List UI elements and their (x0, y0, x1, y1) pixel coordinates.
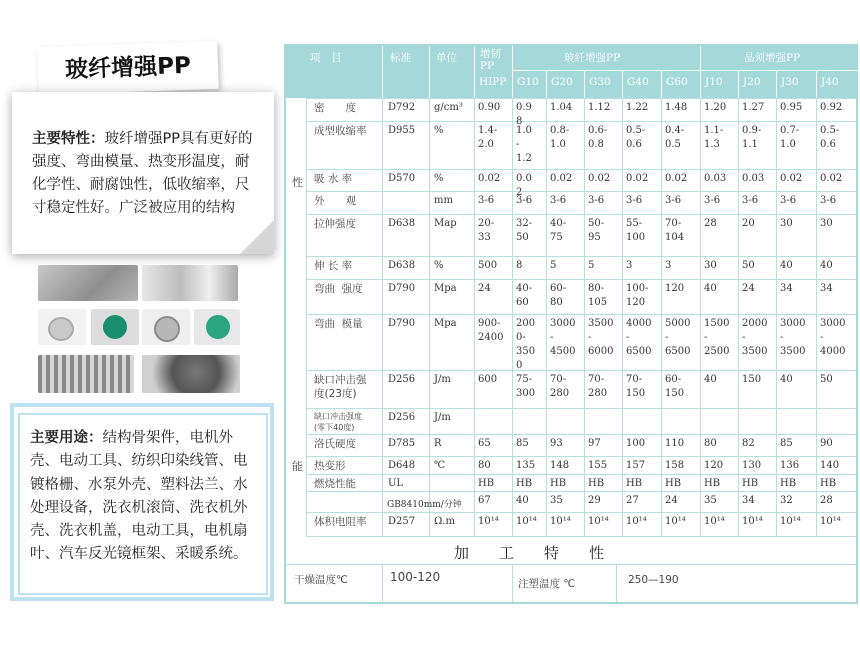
cell-8-2: 70- 280 (550, 374, 570, 399)
cell-3-9: 3-6 (820, 195, 837, 206)
cell-6-2: 60- 80 (550, 283, 567, 308)
cell-10-3: 97 (588, 438, 601, 449)
cell-1-9: 0.5- 0.6 (820, 125, 840, 150)
cell-7-3: 3500 - 6000 (588, 318, 614, 357)
cell-11-9: 140 (820, 460, 840, 471)
cell-4-1: 32- 50 (516, 218, 533, 243)
row-unit-14: Ω.m (434, 516, 455, 527)
cell-12-7: HB (742, 478, 759, 489)
cell-1-0: 1.4- 2.0 (478, 125, 498, 150)
cell-10-8: 85 (780, 438, 793, 449)
row-standard-0: D792 (388, 102, 416, 113)
product-photo-7 (38, 355, 134, 393)
grade-header-1: G10 (517, 76, 539, 88)
row-label-10: 洛氏硬度 (314, 438, 356, 450)
cell-7-1: 200 0- 350 0 (516, 318, 536, 371)
cell-5-3: 5 (588, 260, 595, 271)
cell-14-7: 10¹⁴ (742, 516, 763, 527)
cell-4-5: 70- 104 (665, 218, 685, 243)
cell-11-7: 130 (742, 460, 762, 471)
header-unit: 单位 (436, 52, 457, 64)
cell-8-0: 600 (478, 374, 498, 385)
cell-4-3: 50- 95 (588, 218, 605, 243)
cell-2-6: 0.03 (704, 173, 727, 184)
cell-2-3: 0.02 (588, 173, 611, 184)
cell-4-2: 40- 75 (550, 218, 567, 243)
cell-7-9: 3000 - 4000 (820, 318, 846, 357)
cell-5-9: 40 (820, 260, 833, 271)
cell-2-1: 0.0 2 (516, 173, 532, 198)
cell-0-8: 0.95 (780, 102, 803, 113)
processing-section (286, 536, 858, 564)
header-whisker-pp: 晶须增强PP (744, 52, 801, 64)
processing-title: 加 工 特 性 (454, 544, 605, 562)
cell-1-4: 0.5- 0.6 (626, 125, 646, 150)
cell-0-4: 1.22 (626, 102, 649, 113)
cell-13-0: 67 (478, 495, 491, 506)
features-card (12, 92, 274, 254)
cell-3-1: 3-6 (516, 195, 533, 206)
side-label-property-2: 能 (292, 460, 303, 473)
row-standard-9: D256 (388, 412, 416, 423)
inject-temp-label: 注塑温度 ℃ (518, 578, 576, 590)
cell-5-8: 40 (780, 260, 793, 271)
cell-11-3: 155 (588, 460, 608, 471)
cell-5-5: 3 (665, 260, 672, 271)
uses-body: 结构骨架件，电机外壳、电动工具、纺织印染线管、电镀格栅、水泵外壳、塑料法兰、水处理设备，洗衣机滚筒、洗衣机外壳、洗衣机盖，电动工具，电机扇叶、汽车反光镜框架、采暖系统。 (30, 430, 248, 563)
cell-1-7: 0.9- 1.1 (742, 125, 762, 150)
cell-5-4: 3 (626, 260, 633, 271)
cell-12-9: HB (820, 478, 837, 489)
cell-3-5: 3-6 (665, 195, 682, 206)
cell-3-4: 3-6 (626, 195, 643, 206)
cell-6-9: 34 (820, 283, 833, 294)
side-label-property-1: 性 (292, 176, 303, 189)
cell-7-7: 2000 - 3500 (742, 318, 768, 357)
cell-7-6: 1500 - 2500 (704, 318, 730, 357)
grade-header-9: J40 (821, 76, 839, 88)
cell-14-8: 10¹⁴ (780, 516, 801, 527)
row-standard-4: D638 (388, 218, 416, 229)
row-standard-2: D570 (388, 173, 416, 184)
cell-2-7: 0.03 (742, 173, 765, 184)
cell-10-7: 82 (742, 438, 755, 449)
row-unit-0: g/cm³ (434, 102, 463, 113)
cell-14-9: 10¹⁴ (820, 516, 841, 527)
row-unit-11: ℃ (434, 460, 446, 471)
cell-11-8: 136 (780, 460, 800, 471)
row-unit-9: J/m (434, 412, 451, 423)
product-photo-3 (38, 309, 86, 345)
cell-6-1: 40- 60 (516, 283, 533, 308)
row-standard-14: D257 (388, 516, 416, 527)
cell-8-1: 75- 300 (516, 374, 536, 399)
cell-11-6: 120 (704, 460, 724, 471)
cell-14-0: 10¹⁴ (478, 516, 499, 527)
table-header (286, 46, 858, 98)
cell-4-6: 28 (704, 218, 717, 229)
cell-13-2: 35 (550, 495, 563, 506)
cell-5-0: 500 (478, 260, 498, 271)
cell-8-3: 70- 280 (588, 374, 608, 399)
cell-0-1: 0.9 8 (516, 102, 532, 127)
cell-8-5: 60- 150 (665, 374, 685, 399)
cell-13-9: 28 (820, 495, 833, 506)
cell-10-9: 90 (820, 438, 833, 449)
title-card (37, 41, 219, 95)
cell-2-2: 0.02 (550, 173, 573, 184)
cell-6-6: 40 (704, 283, 717, 294)
cell-1-5: 0.4- 0.5 (665, 125, 685, 150)
inject-temp-value: 250—190 (628, 574, 679, 586)
uses-card (10, 403, 274, 601)
product-photo-8 (142, 355, 240, 393)
cell-10-1: 85 (516, 438, 529, 449)
row-label-4: 拉伸强度 (314, 218, 356, 230)
cell-10-6: 80 (704, 438, 717, 449)
uses-heading: 主要用途： (30, 430, 103, 446)
row-unit-2: % (434, 173, 444, 184)
cell-0-2: 1.04 (550, 102, 573, 113)
row-standard-13: GB8410mm/分钟 (387, 500, 462, 510)
cell-8-9: 50 (820, 374, 833, 385)
row-standard-6: D790 (388, 283, 416, 294)
cell-2-8: 0.02 (780, 173, 803, 184)
cell-5-1: 8 (516, 260, 523, 271)
row-label-2: 吸 水 率 (314, 173, 353, 185)
cell-12-8: HB (780, 478, 797, 489)
cell-7-2: 3000 - 4500 (550, 318, 576, 357)
row-label-3: 外 观 (314, 195, 356, 207)
cell-11-2: 148 (550, 460, 570, 471)
cell-4-8: 30 (780, 218, 793, 229)
header-toughened-pp: 增韧 PP (480, 48, 501, 72)
grade-header-2: G20 (551, 76, 573, 88)
row-label-14: 体积电阻率 (314, 516, 367, 528)
row-label-0: 密 度 (314, 102, 356, 114)
cell-1-1: 1.0 - 1.2 (516, 125, 532, 164)
row-standard-5: D638 (388, 260, 416, 271)
cell-0-7: 1.27 (742, 102, 765, 113)
dry-temp-label: 干燥温度℃ (294, 574, 348, 586)
cell-5-6: 30 (704, 260, 717, 271)
cell-4-0: 20- 33 (478, 218, 495, 243)
row-unit-4: Map (434, 218, 457, 229)
cell-3-7: 3-6 (742, 195, 759, 206)
row-label-7: 弯曲 模量 (314, 318, 363, 330)
cell-12-3: HB (588, 478, 605, 489)
cell-10-2: 93 (550, 438, 563, 449)
row-label-1: 成型收缩率 (314, 125, 367, 137)
row-standard-1: D955 (388, 125, 416, 136)
cell-0-6: 1.20 (704, 102, 727, 113)
features-heading: 主要特性： (32, 131, 105, 147)
cell-8-4: 70- 150 (626, 374, 646, 399)
uses-text (30, 427, 256, 567)
cell-14-5: 10¹⁴ (665, 516, 686, 527)
cell-2-5: 0.02 (665, 173, 688, 184)
grade-header-4: G40 (627, 76, 649, 88)
product-photo-5 (142, 309, 190, 345)
cell-6-7: 24 (742, 283, 755, 294)
cell-13-1: 40 (516, 495, 529, 506)
cell-1-3: 0.6- 0.8 (588, 125, 608, 150)
cell-0-5: 1.48 (665, 102, 688, 113)
row-unit-10: R (434, 438, 442, 449)
row-standard-7: D790 (388, 318, 416, 329)
product-photo-4 (91, 309, 139, 345)
features-text (32, 128, 260, 220)
cell-2-0: 0.02 (478, 173, 501, 184)
cell-11-0: 80 (478, 460, 491, 471)
product-photo-2 (142, 265, 238, 301)
row-standard-11: D648 (388, 460, 416, 471)
row-label-12: 燃烧性能 (314, 478, 356, 490)
cell-10-0: 65 (478, 438, 491, 449)
cell-12-5: HB (665, 478, 682, 489)
cell-11-1: 135 (516, 460, 536, 471)
cell-1-2: 0.8- 1.0 (550, 125, 570, 150)
cell-13-8: 32 (780, 495, 793, 506)
cell-6-4: 100- 120 (626, 283, 649, 308)
cell-0-9: 0.92 (820, 102, 843, 113)
cell-11-5: 158 (665, 460, 685, 471)
cell-6-3: 80- 105 (588, 283, 608, 308)
row-unit-5: % (434, 260, 444, 271)
grade-header-0: HIPP (479, 76, 507, 88)
cell-1-8: 0.7- 1.0 (780, 125, 800, 150)
cell-6-0: 24 (478, 283, 491, 294)
cell-3-6: 3-6 (704, 195, 721, 206)
page-title: 玻纤增强PP (64, 52, 192, 84)
cell-6-5: 120 (665, 283, 685, 294)
row-unit-7: Mpa (434, 318, 457, 329)
row-unit-6: Mpa (434, 283, 457, 294)
row-unit-8: J/m (434, 374, 451, 385)
row-standard-12: UL (388, 478, 404, 489)
row-unit-1: % (434, 125, 444, 136)
cell-12-2: HB (550, 478, 567, 489)
cell-6-8: 34 (780, 283, 793, 294)
cell-3-3: 3-6 (588, 195, 605, 206)
row-label-9: 缺口冲击强度 (零下40度) (314, 412, 362, 432)
cell-12-1: HB (516, 478, 533, 489)
cell-14-3: 10¹⁴ (588, 516, 609, 527)
row-unit-3: mm (434, 195, 453, 206)
grade-header-3: G30 (589, 76, 611, 88)
row-label-5: 伸 长 率 (314, 260, 353, 272)
cell-8-6: 40 (704, 374, 717, 385)
cell-7-4: 4000 - 6500 (626, 318, 652, 357)
cell-1-6: 1.1- 1.3 (704, 125, 724, 150)
cell-5-7: 50 (742, 260, 755, 271)
cell-2-9: 0.02 (820, 173, 843, 184)
cell-0-3: 1.12 (588, 102, 611, 113)
cell-12-0: HB (478, 478, 495, 489)
product-photo-6 (194, 309, 240, 345)
header-item: 项 目 (310, 52, 342, 64)
cell-13-5: 24 (665, 495, 678, 506)
cell-12-6: HB (704, 478, 721, 489)
row-label-11: 热变形 (314, 460, 346, 472)
cell-13-3: 29 (588, 495, 601, 506)
row-standard-8: D256 (388, 374, 416, 385)
header-glass-fiber-pp: 玻纤增强PP (564, 52, 621, 64)
row-standard-10: D785 (388, 438, 416, 449)
cell-2-4: 0.02 (626, 173, 649, 184)
cell-8-8: 40 (780, 374, 793, 385)
cell-4-4: 55- 100 (626, 218, 646, 243)
cell-4-9: 30 (820, 218, 833, 229)
grade-header-7: J20 (743, 76, 761, 88)
cell-10-4: 100 (626, 438, 646, 449)
cell-10-5: 110 (665, 438, 685, 449)
grade-header-8: J30 (781, 76, 799, 88)
cell-13-6: 35 (704, 495, 717, 506)
properties-table (284, 44, 858, 604)
cell-4-7: 20 (742, 218, 755, 229)
cell-0-0: 0.90 (478, 102, 501, 113)
cell-8-7: 150 (742, 374, 762, 385)
cell-7-0: 900- 2400 (478, 318, 504, 343)
features-body: 玻纤增强PP具有更好的强度、弯曲模量、热变形温度，耐化学性、耐腐蚀性，低收缩率，尺寸稳定性好。广泛被应用的结构 (32, 131, 253, 216)
cell-7-5: 5000 - 6500 (665, 318, 691, 357)
cell-11-4: 157 (626, 460, 646, 471)
cell-14-6: 10¹⁴ (704, 516, 725, 527)
product-photo-1 (38, 265, 138, 301)
cell-12-4: HB (626, 478, 643, 489)
dry-temp-value: 100-120 (390, 570, 441, 584)
cell-14-1: 10¹⁴ (516, 516, 537, 527)
cell-14-2: 10¹⁴ (550, 516, 571, 527)
cell-3-8: 3-6 (780, 195, 797, 206)
cell-13-4: 27 (626, 495, 639, 506)
row-label-8: 缺口冲击强 度(23度) (314, 374, 367, 400)
cell-5-2: 5 (550, 260, 557, 271)
cell-3-2: 3-6 (550, 195, 567, 206)
cell-13-7: 34 (742, 495, 755, 506)
header-standard: 标准 (390, 52, 411, 64)
row-label-6: 弯曲 强度 (314, 283, 363, 295)
cell-7-8: 3000 - 3500 (780, 318, 806, 357)
page-fold-decoration (240, 220, 274, 254)
grade-header-6: J10 (705, 76, 723, 88)
cell-14-4: 10¹⁴ (626, 516, 647, 527)
cell-3-0: 3-6 (478, 195, 495, 206)
grade-header-5: G60 (666, 76, 688, 88)
